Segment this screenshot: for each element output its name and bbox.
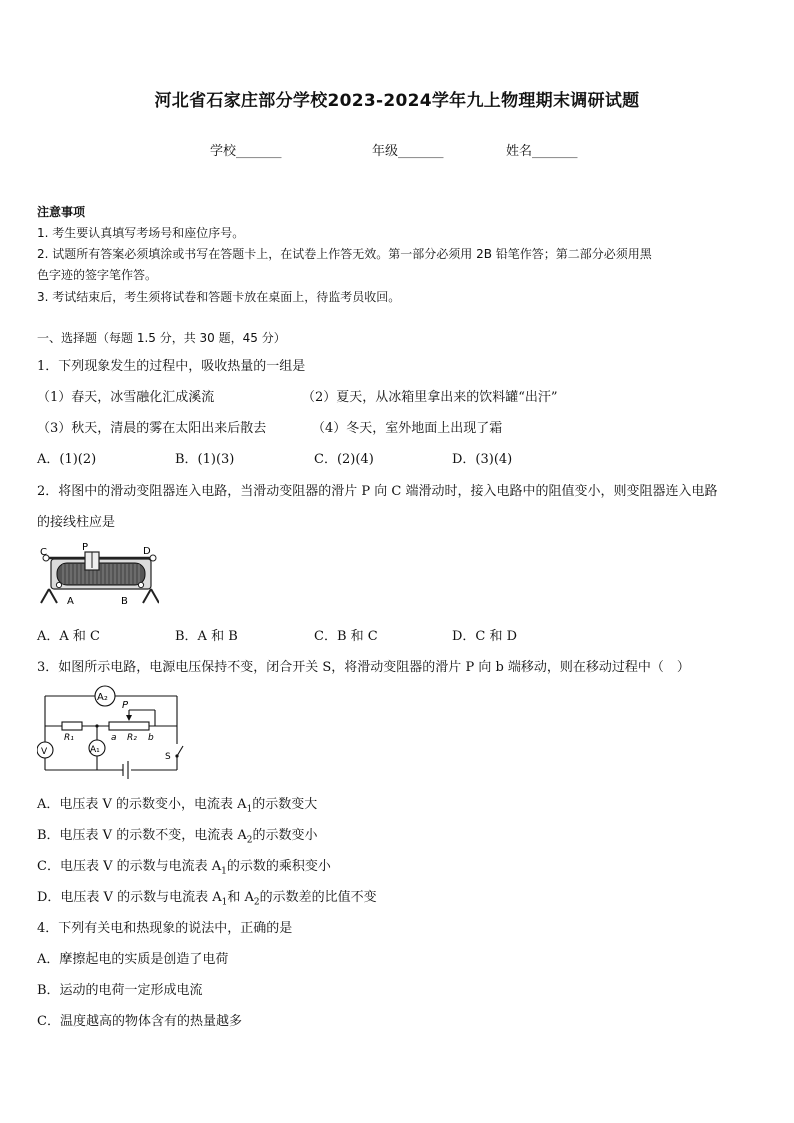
q4-option-c: C．温度越高的物体含有的热量越多 [37,1014,242,1029]
rheostat-figure [37,541,159,607]
notice-item-2-cont: 色字迹的签字笔作答。 [37,268,158,282]
label-c: C [40,547,47,558]
notice-item-1: 1. 考生要认真填写考场号和座位序号。 [37,226,245,240]
resistor-r1 [62,722,82,730]
q1-statement-4: （4）冬天，室外地面上出现了霜 [312,421,503,436]
q2-option-a: A．A 和 C [37,629,100,644]
label-b: b [148,733,154,743]
grade-field: 年级_______ [372,144,444,159]
circuit-figure [37,684,187,780]
resistor-r2 [109,722,149,730]
question-3-stem: 3．如图所示电路，电源电压保持不变，闭合开关 S，将滑动变阻器的滑片 P 向 b 端移动，则在移动过程中（ ） [37,660,690,675]
label-a1: A₁ [90,745,100,755]
q4-option-b: B．运动的电荷一定形成电流 [37,983,203,998]
label-a: a [111,733,117,743]
q3-option-a: A．电压表 V 的示数变小，电流表 $A_1$的示数变大 [37,797,318,815]
label-a: A [67,596,74,607]
q2-option-c: C．B 和 C [314,629,378,644]
terminal-a [56,582,61,587]
label-p: P [82,542,89,553]
q1-statement-2: （2）夏天，从冰箱里拿出来的饮料罐“出汗” [302,390,558,405]
label-a2: A₂ [97,692,108,703]
q3-option-c: C．电压表 V 的示数与电流表 $A_1$的示数的乘积变小 [37,859,331,877]
label-s: S [165,752,171,762]
q3-option-d: D．电压表 V 的示数与电流表 $A_1$和 $A_2$的示数差的比值不变 [37,890,377,908]
notice-item-3: 3. 考试结束后，考生须将试卷和答题卡放在桌面上，待监考员收回。 [37,290,401,304]
q2-option-d: D．C 和 D [452,629,518,644]
q1-option-c: C．(2)(4) [314,452,374,467]
question-2-stem-cont: 的接线柱应是 [37,515,116,530]
section-heading: 一、选择题（每题 1.5 分，共 30 题，45 分） [37,331,286,345]
switch-s [177,746,183,756]
name-field: 姓名_______ [506,144,578,159]
page-title: 河北省石家庄部分学校2023-2024学年九上物理期末调研试题 [154,91,640,111]
question-4-stem: 4．下列有关电和热现象的说法中，正确的是 [37,921,293,936]
q3-option-b: B．电压表 V 的示数不变，电流表 $A_2$的示数变小 [37,828,318,846]
label-p: P [122,700,129,711]
label-r2: R₂ [127,733,137,743]
label-d: D [143,546,151,557]
terminal-d [150,555,156,561]
left-leg [41,589,57,603]
school-field: 学校_______ [210,144,282,159]
label-r1: R₁ [64,733,74,743]
right-leg [143,589,159,603]
rheostat-coil [57,563,145,585]
q2-option-b: B．A 和 B [175,629,238,644]
q1-option-d: D．(3)(4) [452,452,513,467]
q4-option-a: A．摩擦起电的实质是创造了电荷 [37,952,229,967]
question-1-stem: 1．下列现象发生的过程中，吸收热量的一组是 [37,359,306,374]
terminal-b [138,582,143,587]
label-b: B [121,596,128,607]
label-v: V [41,747,48,757]
q1-statement-1: （1）春天，冰雪融化汇成溪流 [37,390,215,405]
notice-heading: 注意事项 [37,205,86,219]
notice-item-2: 2. 试题所有答案必须填涂或书写在答题卡上，在试卷上作答无效。第一部分必须用 2B 铅笔作答；第二部分必须用黑 [37,247,652,261]
q1-option-a: A．(1)(2) [37,452,97,467]
q1-option-b: B．(1)(3) [175,452,235,467]
q1-statement-3: （3）秋天，清晨的雾在太阳出来后散去 [37,421,267,436]
slider-arrow [126,715,132,721]
question-2-stem: 2．将图中的滑动变阻器连入电路，当滑动变阻器的滑片 P 向 C 端滑动时，接入电路中的阻值变小，则变阻器连入电路 [37,484,718,499]
